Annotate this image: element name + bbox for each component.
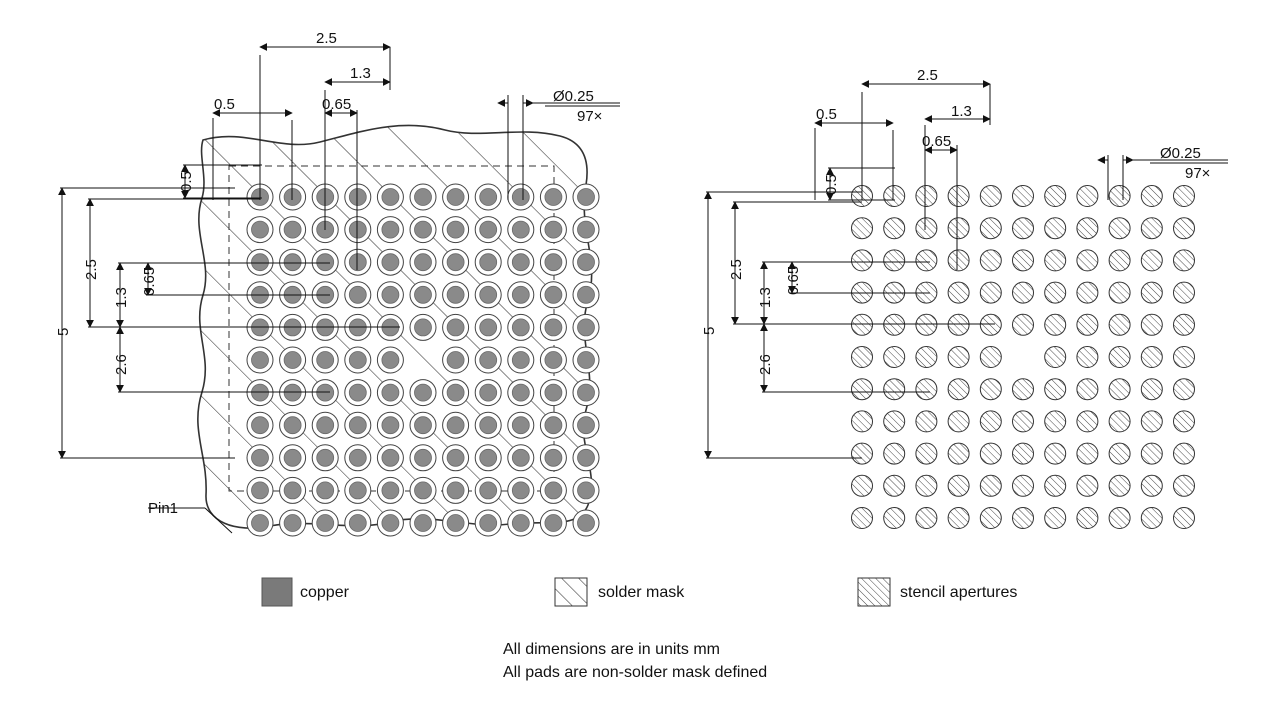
copper-pad <box>284 384 301 401</box>
copper-pad <box>252 417 269 434</box>
copper-pad <box>284 449 301 466</box>
dim-diameter-count-right: 97× <box>1185 165 1211 182</box>
stencil-aperture <box>1013 379 1034 400</box>
stencil-aperture <box>1013 218 1034 239</box>
stencil-aperture <box>852 314 873 335</box>
stencil-aperture <box>1045 475 1066 496</box>
copper-pad <box>252 352 269 369</box>
copper-pad <box>578 384 595 401</box>
stencil-aperture <box>1045 508 1066 529</box>
stencil-aperture <box>916 218 937 239</box>
stencil-aperture <box>852 508 873 529</box>
copper-pad <box>512 254 529 271</box>
stencil-aperture <box>1174 186 1195 207</box>
stencil-aperture <box>980 347 1001 368</box>
stencil-aperture <box>1174 411 1195 432</box>
stencil-aperture <box>916 508 937 529</box>
copper-pad <box>578 286 595 303</box>
stencil-aperture <box>916 379 937 400</box>
stencil-aperture <box>980 186 1001 207</box>
copper-pad <box>447 417 464 434</box>
copper-pad <box>545 352 562 369</box>
right-aperture-grid <box>852 186 1195 529</box>
copper-pad <box>480 221 497 238</box>
copper-pad <box>415 319 432 336</box>
stencil-aperture <box>1045 347 1066 368</box>
dim-top-0-65-right: 0.65 <box>922 133 952 150</box>
copper-pad <box>578 352 595 369</box>
stencil-aperture <box>852 443 873 464</box>
stencil-aperture <box>1141 347 1162 368</box>
copper-pad <box>349 515 366 532</box>
dim-right-0-65: 0.65 <box>785 265 802 295</box>
copper-pad <box>284 221 301 238</box>
stencil-aperture <box>948 475 969 496</box>
dim-left-0-5: 0.5 <box>178 171 195 192</box>
stencil-aperture <box>1077 282 1098 303</box>
stencil-aperture <box>948 186 969 207</box>
stencil-aperture <box>1077 186 1098 207</box>
stencil-aperture <box>884 443 905 464</box>
copper-pad <box>349 254 366 271</box>
stencil-aperture <box>884 475 905 496</box>
stencil-aperture <box>916 250 937 271</box>
copper-pad <box>512 189 529 206</box>
stencil-aperture <box>948 411 969 432</box>
copper-pad <box>382 417 399 434</box>
copper-pad <box>545 189 562 206</box>
stencil-aperture <box>980 443 1001 464</box>
copper-pad <box>349 417 366 434</box>
stencil-aperture <box>1174 508 1195 529</box>
copper-pad <box>545 482 562 499</box>
copper-pad <box>349 189 366 206</box>
stencil-aperture <box>980 250 1001 271</box>
stencil-aperture <box>884 508 905 529</box>
copper-pad <box>512 221 529 238</box>
stencil-aperture <box>1109 282 1130 303</box>
stencil-aperture <box>948 314 969 335</box>
copper-pad <box>252 449 269 466</box>
copper-pad <box>349 286 366 303</box>
copper-pad <box>545 515 562 532</box>
copper-pad <box>447 189 464 206</box>
copper-pad <box>252 515 269 532</box>
copper-pad <box>447 515 464 532</box>
stencil-aperture <box>1141 314 1162 335</box>
stencil-aperture <box>1174 347 1195 368</box>
copper-pad <box>382 221 399 238</box>
dim-top-0-5-left: 0.5 <box>214 96 235 113</box>
stencil-aperture <box>1174 475 1195 496</box>
stencil-aperture <box>884 218 905 239</box>
copper-pad <box>480 286 497 303</box>
copper-pad <box>317 254 334 271</box>
stencil-aperture <box>1109 411 1130 432</box>
dim-left-1-3: 1.3 <box>113 287 130 308</box>
stencil-aperture <box>1077 475 1098 496</box>
copper-pad <box>252 482 269 499</box>
stencil-aperture <box>1077 411 1098 432</box>
copper-pad <box>415 384 432 401</box>
copper-pad <box>284 254 301 271</box>
stencil-aperture <box>1109 475 1130 496</box>
copper-pad <box>480 352 497 369</box>
copper-pad <box>447 319 464 336</box>
stencil-aperture <box>980 475 1001 496</box>
copper-pad <box>415 515 432 532</box>
copper-pad <box>480 417 497 434</box>
copper-pad <box>382 352 399 369</box>
dim-top-2-5-left: 2.5 <box>316 30 337 47</box>
dim-left-2-6: 2.6 <box>113 354 130 375</box>
stencil-aperture <box>1174 250 1195 271</box>
dim-right-2-5: 2.5 <box>728 259 745 280</box>
stencil-aperture <box>1141 186 1162 207</box>
stencil-aperture <box>884 250 905 271</box>
copper-pad <box>480 319 497 336</box>
stencil-aperture <box>1141 218 1162 239</box>
stencil-aperture <box>852 475 873 496</box>
copper-pad <box>480 449 497 466</box>
dim-top-0-5-right: 0.5 <box>816 106 837 123</box>
copper-pad <box>545 254 562 271</box>
stencil-aperture <box>1013 282 1034 303</box>
dim-top-1-3-right: 1.3 <box>951 103 972 120</box>
stencil-aperture <box>1109 508 1130 529</box>
stencil-aperture <box>1013 411 1034 432</box>
dim-left-0-65: 0.65 <box>141 266 158 296</box>
copper-pad <box>382 515 399 532</box>
copper-pad <box>545 221 562 238</box>
copper-pad <box>447 384 464 401</box>
stencil-aperture <box>916 186 937 207</box>
stencil-aperture <box>1045 250 1066 271</box>
copper-pad <box>382 189 399 206</box>
copper-pad <box>512 384 529 401</box>
stencil-aperture <box>948 347 969 368</box>
stencil-aperture <box>1045 186 1066 207</box>
stencil-aperture <box>1109 250 1130 271</box>
stencil-aperture <box>1045 282 1066 303</box>
stencil-aperture <box>1045 411 1066 432</box>
copper-pad <box>382 449 399 466</box>
dim-right-5: 5 <box>701 326 718 335</box>
stencil-aperture <box>1077 443 1098 464</box>
stencil-aperture <box>1109 379 1130 400</box>
copper-pad <box>578 515 595 532</box>
stencil-aperture <box>1013 314 1034 335</box>
stencil-aperture <box>1174 443 1195 464</box>
copper-pad <box>415 221 432 238</box>
stencil-aperture <box>1077 250 1098 271</box>
stencil-aperture <box>1109 347 1130 368</box>
copper-pad <box>415 254 432 271</box>
stencil-aperture <box>980 508 1001 529</box>
copper-pad <box>349 449 366 466</box>
copper-pad <box>284 189 301 206</box>
copper-pad <box>317 515 334 532</box>
copper-pad <box>545 319 562 336</box>
copper-pad <box>578 189 595 206</box>
legend-label-copper: copper <box>300 584 349 601</box>
copper-pad <box>252 254 269 271</box>
copper-pad <box>447 449 464 466</box>
dim-top-1-3-left: 1.3 <box>350 65 371 82</box>
stencil-aperture <box>884 186 905 207</box>
legend-swatch-solder-mask <box>555 578 587 606</box>
stencil-aperture <box>1077 347 1098 368</box>
stencil-aperture <box>916 411 937 432</box>
note-units: All dimensions are in units mm <box>503 641 720 658</box>
stencil-aperture <box>1141 250 1162 271</box>
legend-swatch-stencil-apertures <box>858 578 890 606</box>
stencil-aperture <box>980 282 1001 303</box>
copper-pad <box>447 254 464 271</box>
copper-pad <box>545 286 562 303</box>
copper-pad <box>480 384 497 401</box>
stencil-aperture <box>948 282 969 303</box>
stencil-aperture <box>1141 475 1162 496</box>
stencil-aperture <box>1013 186 1034 207</box>
stencil-aperture <box>1045 379 1066 400</box>
copper-pad <box>317 482 334 499</box>
stencil-aperture <box>948 508 969 529</box>
stencil-aperture <box>852 250 873 271</box>
dim-diameter-left: Ø0.25 <box>553 88 594 105</box>
stencil-aperture <box>884 314 905 335</box>
copper-pad <box>415 286 432 303</box>
stencil-aperture <box>1174 379 1195 400</box>
copper-pad <box>284 515 301 532</box>
stencil-aperture <box>980 379 1001 400</box>
legend-swatches <box>262 578 890 606</box>
copper-pad <box>252 221 269 238</box>
copper-pad <box>480 254 497 271</box>
stencil-aperture <box>916 475 937 496</box>
stencil-aperture <box>1077 218 1098 239</box>
copper-pad <box>317 417 334 434</box>
copper-pad <box>382 482 399 499</box>
copper-pad <box>512 482 529 499</box>
copper-pad <box>382 254 399 271</box>
copper-pad <box>317 449 334 466</box>
legend-swatch-copper <box>262 578 292 606</box>
stencil-aperture <box>1013 508 1034 529</box>
stencil-aperture <box>1174 282 1195 303</box>
stencil-aperture <box>1174 314 1195 335</box>
stencil-aperture <box>1174 218 1195 239</box>
stencil-aperture <box>852 379 873 400</box>
stencil-aperture <box>1077 314 1098 335</box>
copper-pad <box>317 352 334 369</box>
stencil-aperture <box>852 411 873 432</box>
copper-pad <box>512 319 529 336</box>
stencil-aperture <box>1077 508 1098 529</box>
copper-pad <box>415 189 432 206</box>
copper-pad <box>317 384 334 401</box>
stencil-aperture <box>1109 218 1130 239</box>
copper-pad <box>349 384 366 401</box>
copper-pad <box>349 352 366 369</box>
legend-label-solder-mask: solder mask <box>598 584 685 601</box>
stencil-aperture <box>1109 186 1130 207</box>
copper-pad <box>480 515 497 532</box>
stencil-aperture <box>884 411 905 432</box>
copper-pad <box>415 449 432 466</box>
stencil-aperture <box>948 379 969 400</box>
stencil-aperture <box>884 347 905 368</box>
dim-top-0-65-left: 0.65 <box>322 96 352 113</box>
copper-pad <box>578 221 595 238</box>
copper-pad <box>447 482 464 499</box>
stencil-aperture <box>1141 508 1162 529</box>
copper-pad <box>512 449 529 466</box>
copper-pad <box>578 254 595 271</box>
stencil-aperture <box>1109 443 1130 464</box>
note-pads: All pads are non-solder mask defined <box>503 664 768 681</box>
dim-left-5: 5 <box>55 327 72 336</box>
copper-pad <box>545 449 562 466</box>
stencil-aperture <box>1141 411 1162 432</box>
copper-pad <box>512 286 529 303</box>
copper-pad <box>382 384 399 401</box>
copper-pad <box>349 221 366 238</box>
copper-pad <box>447 286 464 303</box>
stencil-aperture <box>1013 475 1034 496</box>
stencil-aperture <box>948 218 969 239</box>
legend-label-stencil-apertures: stencil apertures <box>900 584 1018 601</box>
copper-pad <box>284 417 301 434</box>
dim-right-2-6: 2.6 <box>757 354 774 375</box>
stencil-aperture <box>1013 443 1034 464</box>
dim-right-1-3: 1.3 <box>757 287 774 308</box>
copper-pad <box>284 482 301 499</box>
pin1-label: Pin1 <box>148 500 179 517</box>
stencil-aperture <box>1109 314 1130 335</box>
copper-pad <box>578 449 595 466</box>
stencil-aperture <box>1045 443 1066 464</box>
stencil-aperture <box>884 379 905 400</box>
copper-pad <box>512 352 529 369</box>
stencil-aperture <box>1045 218 1066 239</box>
stencil-aperture <box>1141 443 1162 464</box>
stencil-aperture <box>1141 282 1162 303</box>
dim-left-2-5: 2.5 <box>83 259 100 280</box>
stencil-aperture <box>916 443 937 464</box>
copper-pad <box>252 384 269 401</box>
copper-pad <box>480 189 497 206</box>
stencil-aperture <box>1013 250 1034 271</box>
dim-diameter-right: Ø0.25 <box>1160 145 1201 162</box>
copper-pad <box>415 417 432 434</box>
copper-pad <box>382 286 399 303</box>
copper-pad <box>284 352 301 369</box>
stencil-aperture <box>1045 314 1066 335</box>
copper-pad <box>512 515 529 532</box>
copper-pad <box>545 417 562 434</box>
stencil-aperture <box>980 314 1001 335</box>
copper-pad <box>447 221 464 238</box>
copper-pad <box>545 384 562 401</box>
copper-pad <box>578 417 595 434</box>
copper-pad <box>512 417 529 434</box>
stencil-aperture <box>1077 379 1098 400</box>
stencil-aperture <box>852 347 873 368</box>
dim-right-0-5: 0.5 <box>823 174 840 195</box>
stencil-aperture <box>852 218 873 239</box>
stencil-aperture <box>916 347 937 368</box>
stencil-aperture <box>980 218 1001 239</box>
copper-pad <box>578 482 595 499</box>
copper-pad <box>447 352 464 369</box>
copper-pad <box>480 482 497 499</box>
copper-pad <box>349 482 366 499</box>
stencil-aperture <box>948 443 969 464</box>
copper-pad <box>415 482 432 499</box>
stencil-aperture <box>948 250 969 271</box>
stencil-aperture <box>1141 379 1162 400</box>
dim-diameter-count-left: 97× <box>577 108 603 125</box>
stencil-aperture <box>916 314 937 335</box>
copper-pad <box>578 319 595 336</box>
dim-top-2-5-right: 2.5 <box>917 67 938 84</box>
stencil-aperture <box>980 411 1001 432</box>
